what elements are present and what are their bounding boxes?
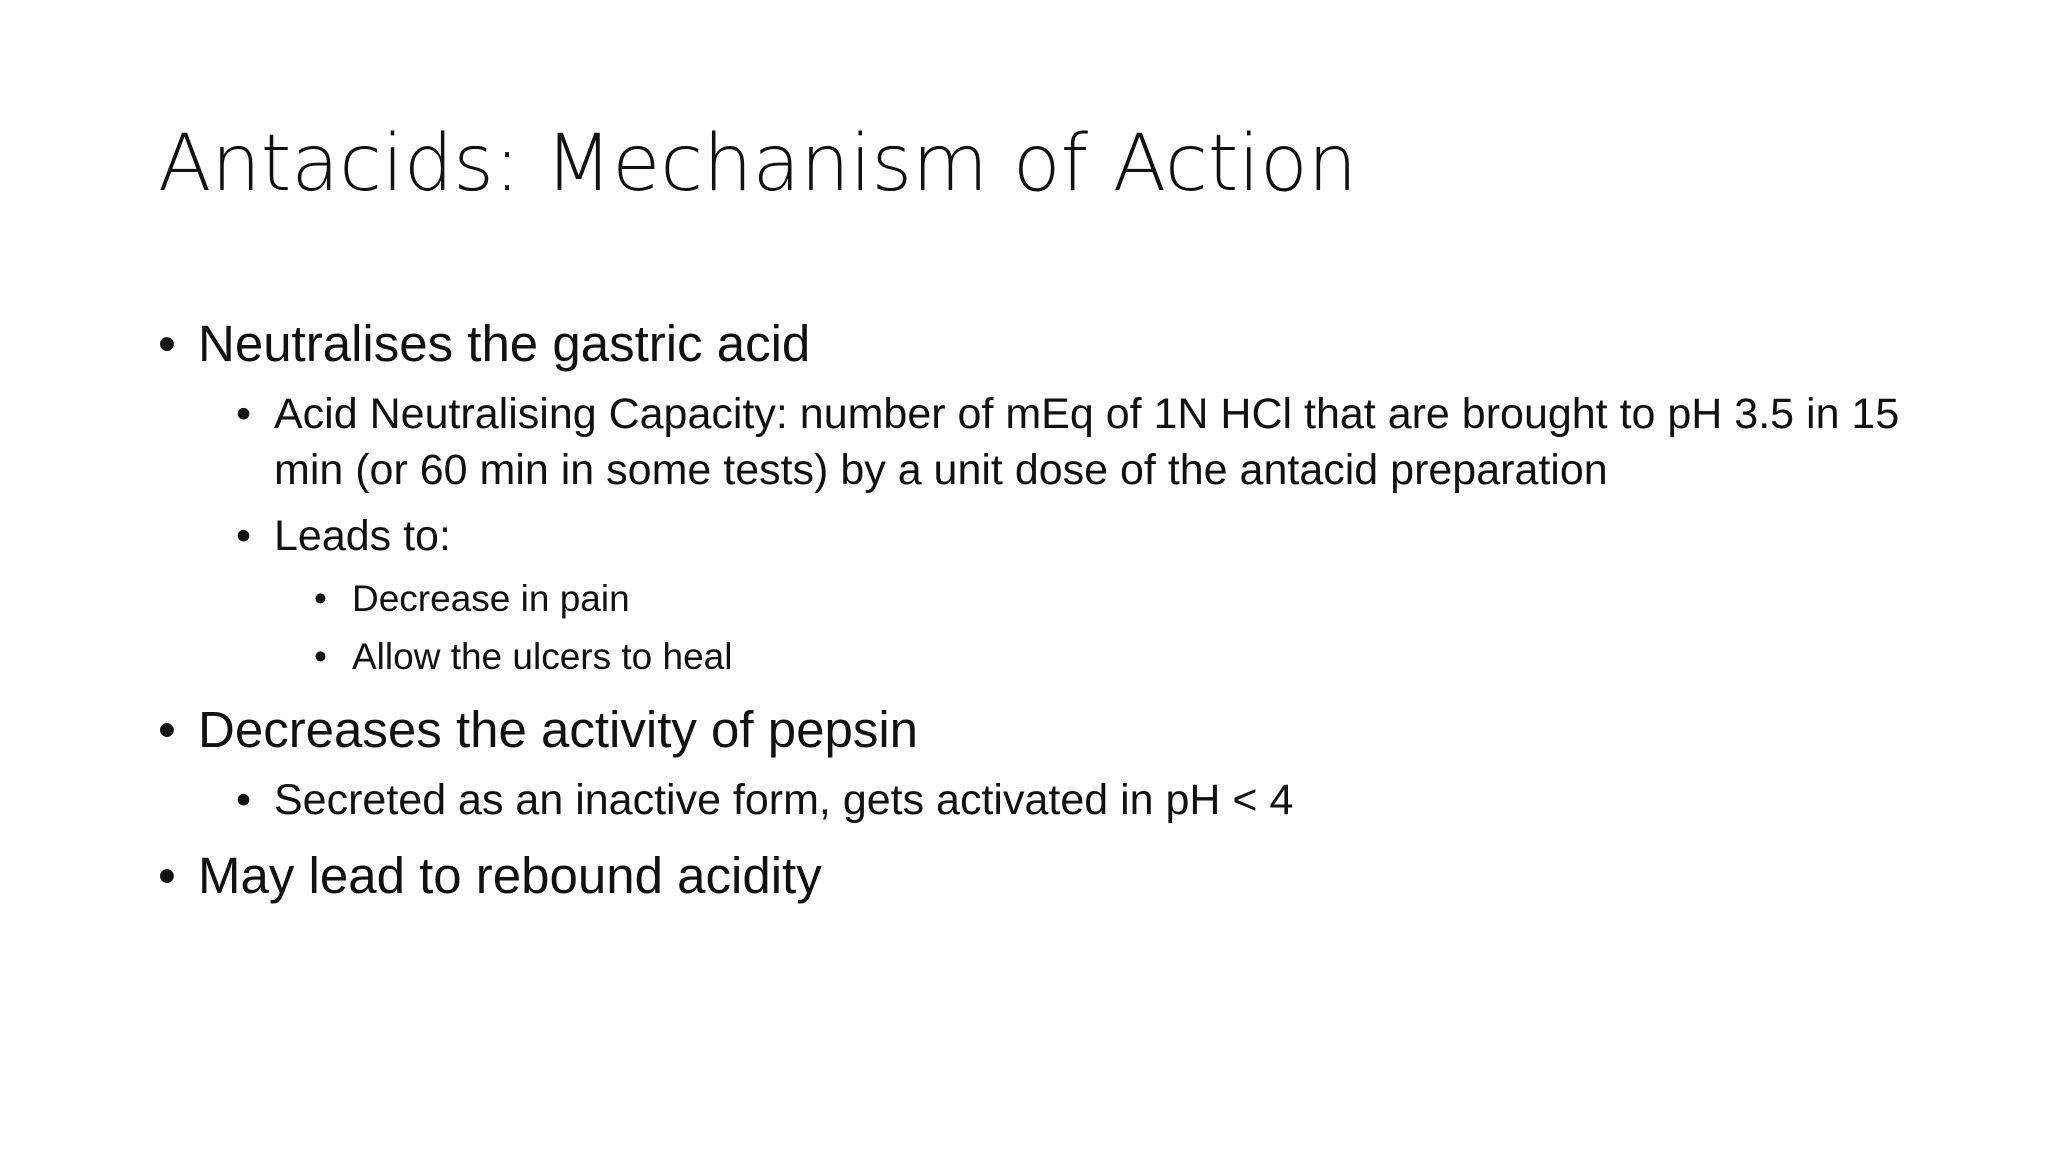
list-item	[236, 508, 1918, 564]
list-item-text: Allow the ulcers to heal	[352, 636, 733, 677]
list-item-text: May lead to rebound acidity	[198, 847, 822, 904]
list-item-text: Secreted as an inactive form, gets activated in pH < 4	[274, 776, 1294, 824]
list-item	[236, 386, 1918, 498]
list-item-text: Decreases the activity of pepsin	[198, 701, 919, 758]
list-item-text: Leads to:	[274, 512, 451, 560]
list-item-text: Acid Neutralising Capacity: number of mEq of 1N HCl that are brought to pH 3.5 in 15 min (or 60 min in some tests) by a unit dose of the antacid preparation	[274, 390, 1900, 494]
list-item	[314, 574, 1918, 624]
list-item-text: Decrease in pain	[352, 578, 630, 619]
list-item	[236, 772, 1918, 828]
list-item	[158, 312, 1918, 376]
list-item	[158, 844, 1918, 908]
bullet-icon: •	[314, 578, 327, 619]
bullet-icon: •	[158, 701, 176, 758]
bullet-icon: •	[236, 512, 252, 560]
bullet-icon: •	[158, 847, 176, 904]
list-item	[314, 632, 1918, 682]
list-item	[158, 698, 1918, 762]
bullet-icon: •	[314, 636, 327, 677]
list-item-text: Neutralises the gastric acid	[198, 315, 811, 372]
bullet-icon: •	[158, 315, 176, 372]
slide-title: Antacids: Mechanism of Action	[158, 119, 1358, 209]
bullet-icon: •	[236, 776, 252, 824]
bullet-icon: •	[236, 390, 252, 438]
bullet-list	[158, 312, 1918, 918]
